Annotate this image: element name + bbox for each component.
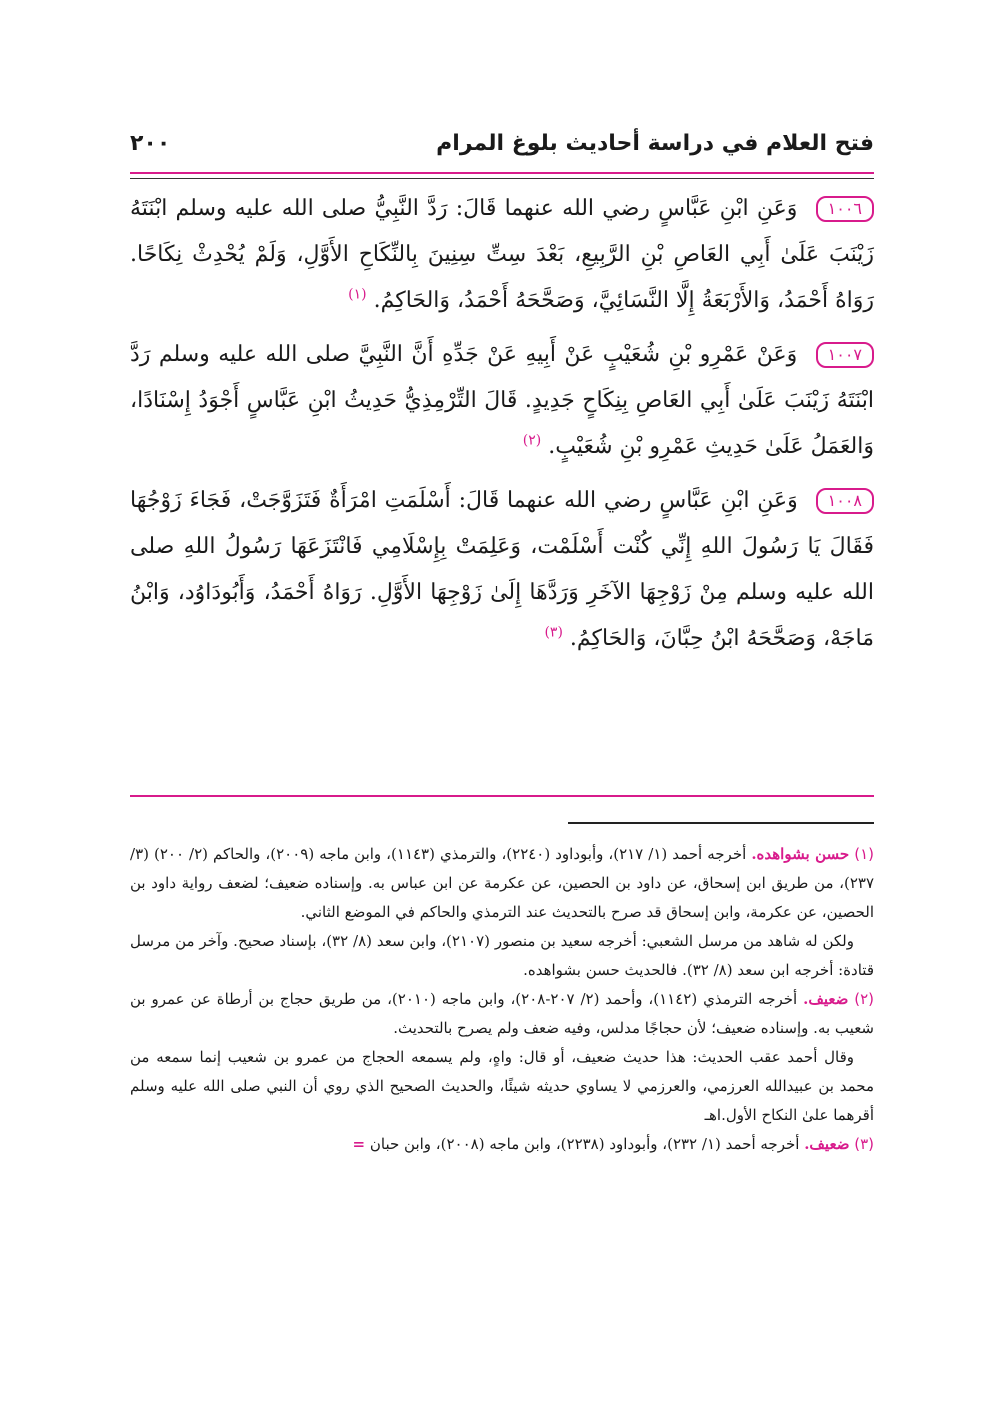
hadith-grade: ضعيف. (803, 990, 849, 1008)
footnote-3 (130, 1130, 874, 1159)
footnote-ref[interactable]: (٣) (544, 624, 563, 641)
main-separator (130, 795, 874, 797)
footnote-number: (٣) (854, 1135, 874, 1153)
continuation-mark: = (352, 1135, 366, 1153)
hadith-text: وَعَنْ عَمْرِو بْنِ شُعَيْبٍ عَنْ أَبِيهِ عَنْ جَدِّهِ أَنَّ النَّبِيَّ صلى الله عليه وسلم رَدَّ ابْنَتَهُ زَيْنَبَ عَلَىٰ أَبِي العَاصِ بِنِكَاحٍ جَدِيدٍ. قَالَ التِّرْمِذِيُّ حَدِيثُ ابْنِ عَبَّاسٍ أَجْوَدُ إِسْنَادًا، وَالعَمَلُ عَلَىٰ حَدِيثِ عَمْرِو بْنِ شُعَيْبٍ. (130, 342, 874, 459)
footnote-text: أخرجه أحمد (١/ ٢١٧)، وأبوداود (٢٢٤٠)، والترمذي (١١٤٣)، وابن ماجه (٢٠٠٩)، والحاكم (٢/ ٢٠٠) (٣/ ٢٣٧)، من طريق ابن إسحاق، عن داود بن الحصين، عن عكرمة عن ابن عباس به. وإسناده ضعيف؛ لضعف رواية داود بن الحصين، عن عكرمة، وابن إسحاق قد صرح بالتحديث عند الترمذي والحاكم في الموضع الثاني. (130, 845, 874, 921)
hadith-1006 (130, 186, 874, 324)
hadith-number-badge: ١٠٠٨ (816, 488, 874, 514)
hadith-grade: حسن بشواهده. (751, 845, 850, 863)
footnote-text: أخرجه الترمذي (١١٤٢)، وأحمد (٢/ ٢٠٧-٢٠٨)، وابن ماجه (٢٠١٠)، من طريق حجاج بن أرطاة عن عمرو بن شعيب به. وإسناده ضعيف؛ لأن حجاجًا مدلس، وفيه ضعف ولم يصرح بالتحديث. (130, 990, 874, 1037)
footnote-ref[interactable]: (٢) (522, 432, 542, 449)
footnote-number: (١) (854, 845, 875, 863)
hadith-number-badge: ١٠٠٦ (816, 196, 874, 222)
hadith-number-badge: ١٠٠٧ (816, 342, 874, 368)
page-number: ٢٠٠ (130, 130, 171, 156)
header-rule (130, 178, 874, 179)
book-title: فتح العلام في دراسة أحاديث بلوغ المرام (436, 130, 874, 156)
hadith-text: وَعَنِ ابْنِ عَبَّاسٍ رضي الله عنهما قَالَ: رَدَّ النَّبِيُّ صلى الله عليه وسلم ابْنَتَهُ زَيْنَبَ عَلَىٰ أَبِي العَاصِ بْنِ الرَّبِيعِ، بَعْدَ سِتِّ سِنِينَ بِالنِّكَاحِ الأَوَّلِ، وَلَمْ يُحْدِثْ نِكَاحًا. رَوَاهُ أَحْمَدُ، وَالأَرْبَعَةُ إِلَّا النَّسَائِيَّ، وَصَحَّحَهُ أَحْمَدُ، وَالحَاكِمُ. (130, 196, 874, 313)
footnote-1-paragraph: ولكن له شاهد من مرسل الشعبي: أخرجه سعيد بن منصور (٢١٠٧)، وابن سعد (٨/ ٣٢)، بإسناد صحيح. وآخر من مرسل قتادة: أخرجه ابن سعد (٨/ ٣٢). فالحديث حسن بشواهده. (130, 932, 874, 979)
page-header (130, 120, 874, 166)
hadith-section (130, 186, 874, 670)
footnote-ref[interactable]: (١) (348, 286, 367, 303)
footnotes-section (130, 840, 874, 1159)
footnote-separator (568, 822, 874, 824)
footnote-1 (130, 840, 874, 927)
footnote-2-paragraph: وقال أحمد عقب الحديث: هذا حديث ضعيف، أو قال: واهٍ، ولم يسمعه الحجاج من عمرو بن شعيب إنما سمعه من محمد بن عبيدالله العرزمي، والعرزمي لا يساوي حديثه شيئًا، والحديث الصحيح الذي روي أن النبي صلى الله عليه وسلم أقرهما علىٰ النكاح الأول.اهـ (130, 1048, 874, 1124)
hadith-1007 (130, 332, 874, 470)
footnote-number: (٢) (854, 990, 875, 1008)
hadith-grade: ضعيف. (804, 1135, 850, 1153)
hadith-text: وَعَنِ ابْنِ عَبَّاسٍ رضي الله عنهما قَالَ: أَسْلَمَتِ امْرَأَةٌ فَتَزَوَّجَتْ، فَجَاءَ زَوْجُهَا فَقَالَ يَا رَسُولَ اللهِ إِنِّي كُنْت أَسْلَمْت، وَعَلِمَتْ بِإِسْلَامِي فَانْتَزَعَهَا رَسُولُ اللهِ صلى الله عليه وسلم مِنْ زَوْجِهَا الآخَرِ وَرَدَّهَا إِلَىٰ زَوْجِهَا الأَوَّلِ. رَوَاهُ أَحْمَدُ، وَأَبُودَاوُد، وَابْنُ مَاجَهْ، وَصَحَّحَهُ ابْنُ حِبَّانَ، وَالحَاكِمُ. (130, 488, 874, 651)
footnote-text: أخرجه أحمد (١/ ٢٣٢)، وأبوداود (٢٢٣٨)، وابن ماجه (٢٠٠٨)، وابن حبان (369, 1135, 800, 1153)
header-rule-accent (130, 172, 874, 174)
footnote-2 (130, 985, 874, 1043)
hadith-1008 (130, 478, 874, 662)
